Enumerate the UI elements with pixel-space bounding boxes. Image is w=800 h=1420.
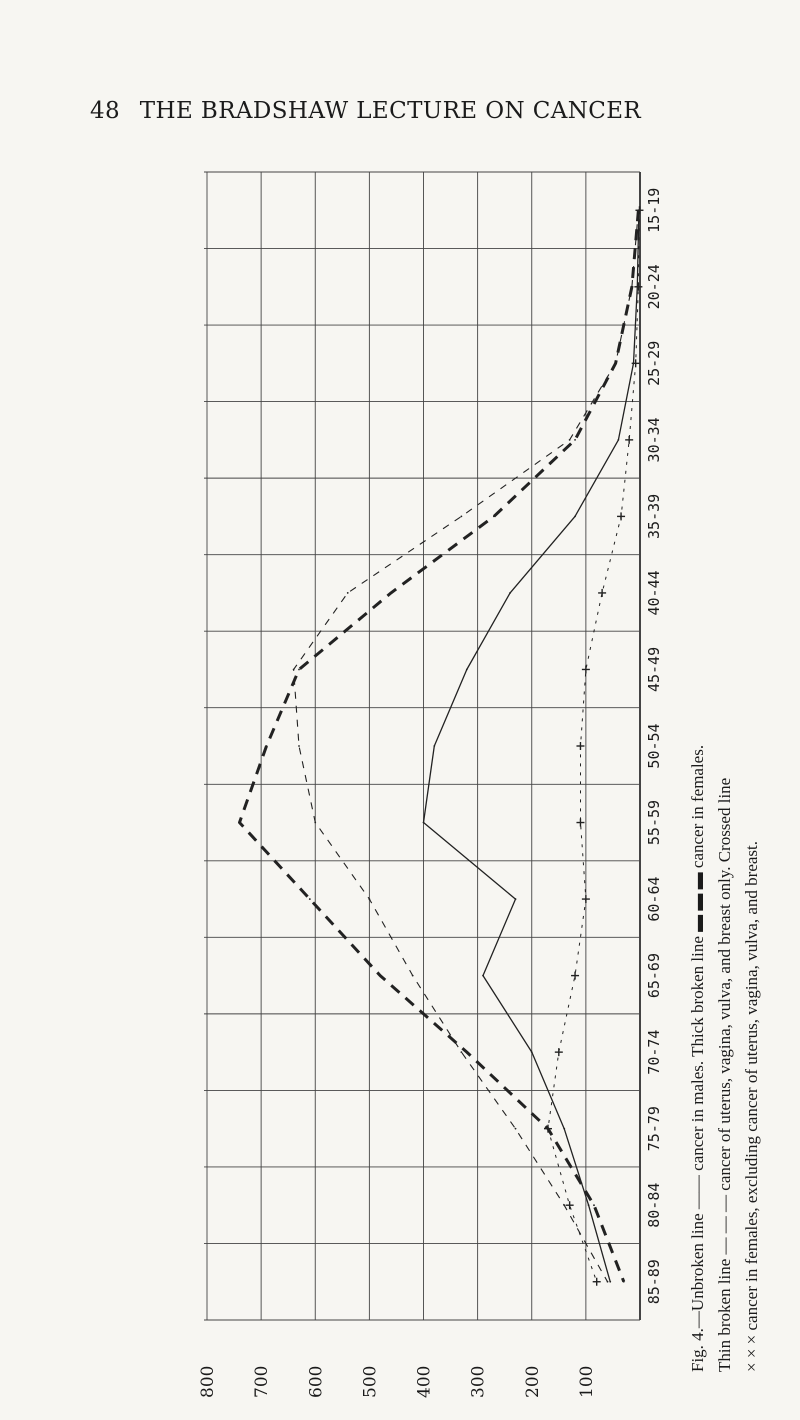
cross-marker xyxy=(576,819,584,827)
value-tick-label: 500 xyxy=(360,1365,381,1398)
chart-series xyxy=(239,206,644,1285)
age-category-label: 50-54 xyxy=(645,723,663,769)
series-point xyxy=(574,516,576,518)
age-category-label: 30-34 xyxy=(645,417,663,463)
cross-marker xyxy=(555,1048,563,1056)
cross-marker xyxy=(634,283,642,291)
age-category-label: 45-49 xyxy=(645,646,663,693)
value-tick-label: 400 xyxy=(414,1365,435,1398)
cross-marker xyxy=(566,1201,574,1209)
series-point xyxy=(615,362,617,364)
cross-marker xyxy=(576,742,584,750)
cross-marker xyxy=(593,1278,601,1286)
series-point xyxy=(593,1204,595,1206)
age-category-label: 85-89 xyxy=(645,1259,663,1305)
series-point xyxy=(563,1204,565,1206)
series-point xyxy=(607,1281,609,1283)
series-point xyxy=(563,1128,565,1130)
series-point xyxy=(347,592,349,594)
series-point xyxy=(531,1051,533,1053)
series-point xyxy=(569,439,571,441)
caption-line-3: × × × cancer in females, excluding cancer of uterus, vagina, vulva, and breast. xyxy=(742,841,761,1372)
series-point xyxy=(515,1128,517,1130)
series-point xyxy=(298,745,300,747)
series-point xyxy=(509,592,511,594)
series-point xyxy=(588,1204,590,1206)
series-point xyxy=(515,898,517,900)
age-category-label: 60-64 xyxy=(645,876,663,922)
age-category-label: 15-19 xyxy=(645,187,663,233)
series-point xyxy=(298,669,300,671)
age-category-label: 35-39 xyxy=(645,493,663,539)
series-point xyxy=(309,898,311,900)
age-category-label: 75-79 xyxy=(645,1106,663,1152)
series-line-3 xyxy=(294,210,639,1281)
page-number: 48 xyxy=(90,98,121,124)
series-point xyxy=(423,822,425,824)
age-category-label: 55-59 xyxy=(645,799,663,846)
series-point xyxy=(482,975,484,977)
value-tick-label: 100 xyxy=(576,1365,597,1398)
age-category-label: 40-44 xyxy=(645,570,663,616)
series-point xyxy=(266,745,268,747)
value-tick-label: 800 xyxy=(198,1365,218,1398)
series-point xyxy=(493,516,495,518)
age-category-label: 70-74 xyxy=(645,1029,663,1075)
cross-marker xyxy=(582,895,590,903)
age-category-label: 20-24 xyxy=(645,264,663,310)
age-category-label: 65-69 xyxy=(645,953,663,999)
series-point xyxy=(631,286,633,288)
age-category-label: 80-84 xyxy=(645,1182,663,1228)
cross-marker xyxy=(598,589,606,597)
series-point xyxy=(617,439,619,441)
page-title: THE BRADSHAW LECTURE ON CANCER xyxy=(139,98,642,124)
series-point xyxy=(368,898,370,900)
series-point xyxy=(466,1051,468,1053)
series-line-1 xyxy=(424,210,639,1281)
series-point xyxy=(379,975,381,977)
value-tick-label: 200 xyxy=(522,1365,543,1398)
series-line-4 xyxy=(548,210,640,1281)
series-point xyxy=(609,1281,611,1283)
series-point xyxy=(293,669,295,671)
chart-grid xyxy=(204,172,640,1320)
series-point xyxy=(460,1051,462,1053)
cross-marker xyxy=(635,206,643,214)
value-tick-label: 600 xyxy=(306,1365,327,1398)
series-point xyxy=(623,1281,625,1283)
series-point xyxy=(574,439,576,441)
series-point xyxy=(466,669,468,671)
cross-marker xyxy=(582,665,590,673)
cross-marker xyxy=(571,972,579,980)
cross-marker xyxy=(625,436,633,444)
series-point xyxy=(239,822,241,824)
cross-marker xyxy=(617,512,625,520)
series-point xyxy=(460,516,462,518)
value-tick-label: 300 xyxy=(468,1365,489,1398)
series-point xyxy=(433,745,435,747)
value-tick-label: 700 xyxy=(252,1365,273,1398)
series-point xyxy=(390,592,392,594)
series-point xyxy=(314,822,316,824)
caption-line-2: Thin broken line — — — cancer of uterus, vagina, vulva, and breast only. Crossed line xyxy=(715,777,734,1372)
figure-caption xyxy=(684,745,765,1372)
series-point xyxy=(412,975,414,977)
chart-labels xyxy=(198,188,663,1398)
caption-line-1: Fig. 4.—Unbroken line ―― cancer in males. Thick broken line ▬ ▬ ▬ cancer in females. xyxy=(688,744,707,1372)
age-category-label: 25-29 xyxy=(645,340,663,386)
